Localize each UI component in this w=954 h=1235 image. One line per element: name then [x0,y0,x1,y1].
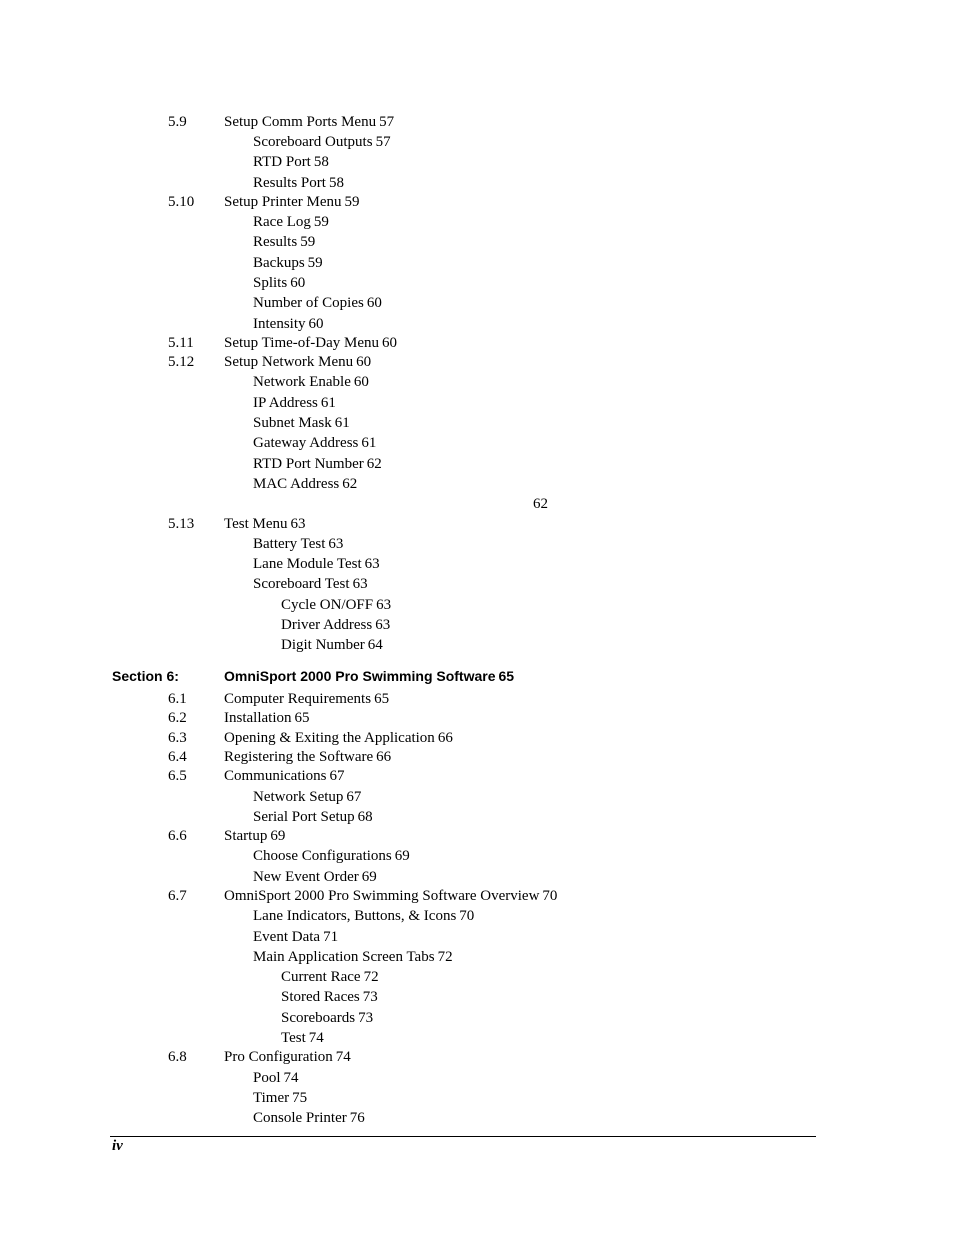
toc-entry-page: 73 [358,1010,374,1026]
toc-entry-number: 5.11 [168,335,194,351]
toc-entry-page: 58 [328,175,344,191]
toc-entry-title: Computer Requirements [224,691,372,707]
toc-entry-page: 64 [367,637,383,653]
toc-entry-page: 67 [346,789,362,805]
toc-entry-page: 69 [361,869,377,885]
toc-entry-page: 63 [376,597,392,613]
toc-entry-page: 76 [349,1110,365,1126]
toc-entry-title: Lane Indicators, Buttons, & Icons [253,908,457,924]
toc-entry-title: Number of Copies [253,295,364,311]
toc-entry-page: 72 [437,949,453,965]
toc-entry-title: Subnet Mask [253,415,332,431]
toc-entry-title: Battery Test [253,536,326,552]
toc-entry-page: 62 [342,476,358,492]
toc-entry-page: 61 [361,435,377,451]
toc-entry-number: 5.9 [168,114,187,130]
toc-entry-title: Timer [253,1090,290,1106]
toc-entry-page: 70 [459,908,475,924]
toc-entry-page: 73 [362,989,378,1005]
toc-entry-page: 63 [375,617,391,633]
toc-entry-page: 62 [533,496,548,512]
toc-entry-page: 74 [335,1049,351,1065]
toc-entry-title: Gateway Address [253,435,359,451]
toc-entry-title: Installation [224,710,292,726]
toc-entry-title: Splits [253,275,288,291]
toc-entry-title: Setup Time-of-Day Menu [224,335,379,351]
toc-entry-page: 62 [366,456,382,472]
toc-entry-page: 59 [300,234,316,250]
toc-entry-number: 6.4 [168,749,187,765]
toc-entry-title: Current Race [281,969,361,985]
toc-entry-page: 69 [394,848,410,864]
toc-entry-page: 60 [353,374,369,390]
toc-entry-title: Opening & Exiting the Application [224,730,435,746]
toc-entry-number: 5.12 [168,354,195,370]
toc-entry-page: 59 [313,214,329,230]
toc-entry-page: 59 [307,255,323,271]
toc-entry-page: 59 [344,194,360,210]
toc-entry-title: Setup Network Menu [224,354,354,370]
toc-entry-page: 57 [379,114,395,130]
toc-entry-title: Network Setup [253,789,344,805]
toc-entry-title: Registering the Software [224,749,374,765]
toc-entry-title: Results Port [253,175,326,191]
toc-entry-title: Race Log [253,214,311,230]
toc-entry-title: Communications [224,768,327,784]
toc-entry-page: 63 [328,536,344,552]
toc-entry-page: 65 [498,668,515,684]
toc-entry-title: Scoreboard Outputs [253,134,373,150]
toc-entry-number: 6.6 [168,828,187,844]
toc-entry-title: Setup Printer Menu [224,194,342,210]
toc-entry-number: 6.5 [168,768,187,784]
toc-entry-number: 6.7 [168,888,187,904]
toc-entry-title: Digit Number [281,637,365,653]
toc-entry-title: Console Printer [253,1110,347,1126]
toc-entry-page: 61 [320,395,336,411]
toc-entry-title: Choose Configurations [253,848,392,864]
footer-rule [110,1136,816,1137]
toc-entry-number: 6.8 [168,1049,187,1065]
toc-entry-page: 63 [364,556,380,572]
toc-entry-title: Cycle ON/OFF [281,597,374,613]
toc-entry-number: 5.13 [168,516,195,532]
toc-entry-page: 65 [294,710,310,726]
toc-entry-page: 66 [437,730,453,746]
page-number: iv [112,1138,123,1154]
toc-entry-page: 74 [308,1030,324,1046]
toc-entry-page: 71 [323,929,339,945]
toc-entry-number: Section 6: [112,668,179,684]
toc-entry-page: 63 [290,516,306,532]
toc-entry-title: Setup Comm Ports Menu [224,114,377,130]
toc-entry-page: 69 [270,828,286,844]
toc-entry-title: MAC Address [253,476,340,492]
toc-entry-title: Intensity [253,316,306,332]
toc-entry-number: 6.1 [168,691,187,707]
toc-entry-title: Startup [224,828,268,844]
toc-entry-title: OmniSport 2000 Pro Swimming Software Overview [224,888,540,904]
toc-entry-title: Test [281,1030,306,1046]
toc-entry-title: Scoreboard Test [253,576,350,592]
toc-entry-title: Lane Module Test [253,556,362,572]
toc-entry-number: 5.10 [168,194,195,210]
toc-entry-page: 60 [308,316,324,332]
toc-entry-page: 60 [356,354,372,370]
toc-entry-title: Driver Address [281,617,373,633]
toc-entry-page: 58 [313,154,329,170]
toc-entry-title: Stored Races [281,989,360,1005]
toc-entry-page: 75 [292,1090,308,1106]
toc-entry-title: Network Enable [253,374,351,390]
toc-entry-page: 65 [374,691,390,707]
toc-entry-title: IP Address [253,395,318,411]
toc-entry-page: 60 [382,335,397,351]
toc-entry-title: RTD Port Number [253,456,364,472]
toc-entry-title: Main Application Screen Tabs [253,949,435,965]
toc-entry-page: 67 [329,768,345,784]
toc-entry-title: Event Data [253,929,321,945]
toc-entry-page: 66 [376,749,392,765]
toc-entry-title: Pro Configuration [224,1049,333,1065]
toc-entry-page: 70 [542,888,558,904]
toc-entry-page: 60 [290,275,306,291]
toc-entry-number: 6.3 [168,730,187,746]
toc-entry-title: Serial Port Setup [253,809,355,825]
toc-entry-page: 72 [363,969,379,985]
toc-entry-title: Scoreboards [281,1010,356,1026]
toc-entry-title: OmniSport 2000 Pro Swimming Software [224,668,496,684]
toc-entry-title: New Event Order [253,869,359,885]
toc-entry-title: RTD Port [253,154,311,170]
toc-entry-page: 63 [352,576,368,592]
toc-entry-title: Results [253,234,298,250]
toc-entry-title: Pool [253,1070,281,1086]
toc-entry-page: 61 [334,415,350,431]
toc-entry-title: Backups [253,255,305,271]
toc-entry-page: 74 [283,1070,299,1086]
toc-entry-page: 57 [375,134,391,150]
toc-entry-page: 68 [357,809,373,825]
toc-entry-page: 60 [366,295,382,311]
toc-entry-number: 6.2 [168,710,187,726]
toc-entry-title: Test Menu [224,516,288,532]
